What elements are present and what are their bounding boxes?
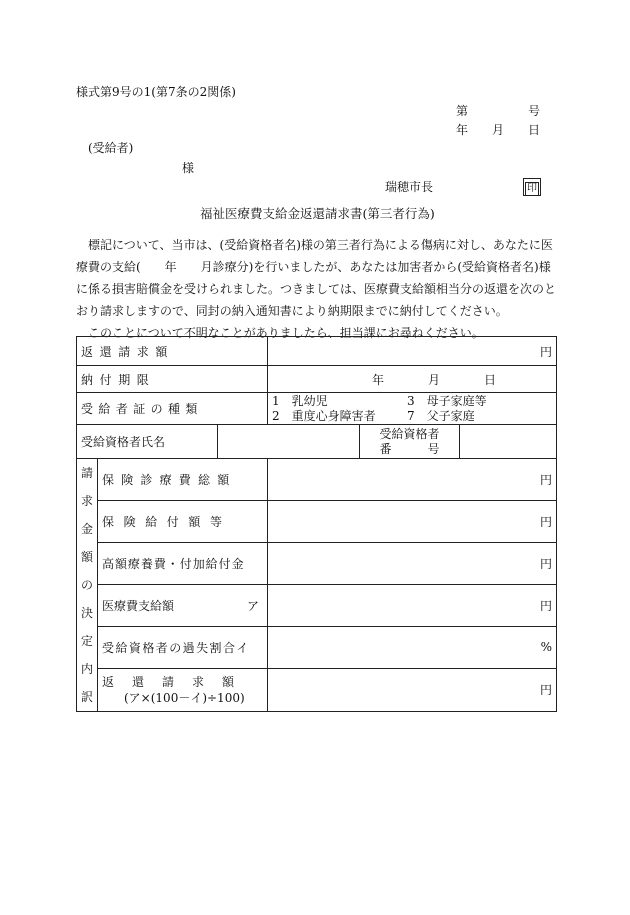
doc-number-dai: 第 [456, 104, 469, 118]
refund-calc-label: 返還請求額 (ア×(100－イ)÷100) [98, 668, 268, 711]
refund-amount-field[interactable]: 円 [268, 337, 557, 366]
fault-ratio-field[interactable]: % [268, 626, 557, 668]
seal-stamp: 印 [523, 178, 541, 196]
medical-payment-field[interactable]: 円 [268, 584, 557, 626]
row-name-number [77, 425, 557, 459]
row-cert-type [77, 393, 557, 425]
high-cost-field[interactable]: 円 [268, 542, 557, 584]
row-deadline [77, 366, 557, 393]
name-field[interactable] [218, 425, 360, 459]
medical-payment-label: 医療費支給額 ア [98, 584, 268, 626]
claim-table [76, 336, 557, 712]
cert-type-2[interactable]: 2 重度心身障害者 [272, 408, 376, 423]
cert-type-label: 受給者証の種類 [77, 393, 268, 425]
number-label: 受給資格者 番 号 [360, 425, 460, 459]
date-day: 日 [528, 123, 541, 137]
deadline-field[interactable]: 年 月 日 [268, 366, 557, 393]
cert-type-7[interactable]: 7 父子家庭 [407, 408, 475, 423]
medical-payment-marker: ア [247, 598, 260, 613]
body-text [76, 234, 556, 344]
cert-type-1[interactable]: 1 乳幼児 [272, 393, 328, 408]
name-label: 受給資格者氏名 [77, 425, 218, 459]
refund-amount-label: 返還請求額 [77, 337, 268, 366]
high-cost-label: 高額療養費・付加給付金 [98, 542, 268, 584]
fault-ratio-label: 受給資格者の過失割合イ [98, 626, 268, 668]
document-title: 福祉医療費支給金返還請求書(第三者行為) [200, 206, 435, 221]
row-high-cost [77, 542, 557, 584]
recipient-sama: 様 [182, 161, 195, 175]
date-month: 月 [492, 123, 505, 137]
form-number: 様式第9号の1(第7条の2関係) [76, 85, 236, 99]
row-fault-ratio [77, 626, 557, 668]
insurance-benefit-field[interactable]: 円 [268, 500, 557, 542]
sender-name: 瑞穂市長 [385, 180, 434, 194]
deadline-label: 納付期限 [77, 366, 268, 393]
row-insured-total [77, 459, 557, 501]
insured-total-field[interactable]: 円 [268, 459, 557, 501]
row-medical-payment [77, 584, 557, 626]
insurance-benefit-label: 保険給付額等 [98, 500, 268, 542]
body-paragraph-1: 標記について、当市は、(受給資格者名)様の第三者行為による傷病に対し、あなたに医療費の支給( 年 月診療分)を行いましたが、あなたは加害者から(受給資格者名)様に係る損害賠償金を受けられました。つきましては、医療費支給額相当分の返還を次のとおり請求しますので、同封の納入通知書により納期限までに納付してください。 [76, 238, 557, 318]
recipient-label: (受給者) [88, 141, 134, 155]
date-year: 年 [456, 123, 469, 137]
row-refund-calc [77, 668, 557, 711]
row-insurance-benefit [77, 500, 557, 542]
refund-calc-formula: (ア×(100－イ)÷100) [124, 690, 245, 705]
insured-total-label: 保険診療費総額 [98, 459, 268, 501]
cert-type-3[interactable]: 3 母子家庭等 [407, 393, 487, 408]
cert-type-options[interactable] [268, 393, 557, 425]
refund-calc-field[interactable]: 円 [268, 668, 557, 711]
number-field[interactable] [460, 425, 557, 459]
body-paragraph-2: このことについて不明なことがありましたら、担当課にお尋ねください。 [88, 326, 484, 340]
row-refund-amount [77, 337, 557, 366]
side-label-vertical: 請 求 金 額 の 決 定 内 訳 [77, 459, 98, 712]
doc-number-go: 号 [528, 104, 541, 118]
